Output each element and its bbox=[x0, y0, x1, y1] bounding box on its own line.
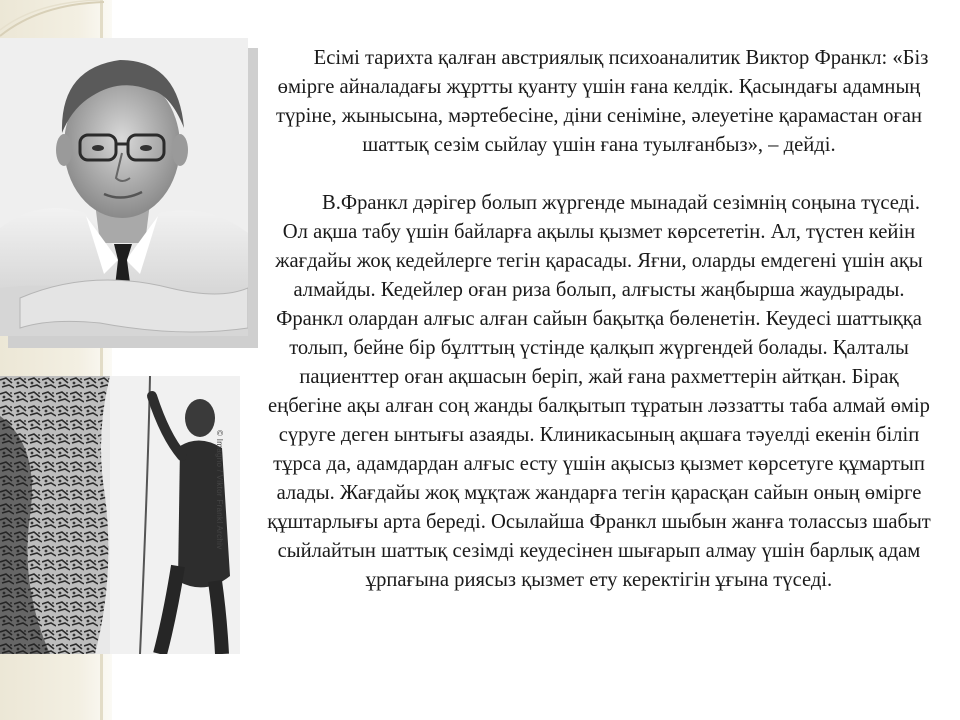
slide-text bbox=[264, 44, 934, 595]
portrait-photo bbox=[0, 38, 248, 336]
paragraph-2-text: В.Франкл дәрігер болып жүргенде мынадай сезімнің соңына түседі. Ол ақша табу үшін байларға ақылы қызмет көрсететін. Ал, түстен кейін жағдайы жоқ кедейлерге тегін қарасады. Яғни, оларды емдегені үшін ақы алмайды. Кедейлер оған риза болып, алғысты жаңбырша жаудырады. Франкл олардан алғыс алған сайын бақытқа бөленетін. Кеудесі шаттыққа толып, бейне бір бұлттың үстінде қалқып жүргендей болады. Қалталы пациенттер оған ақшасын беріп, жай ғана рахметтерін айтқан. Бірақ еңбегіне ақы алған соң жанды балқытып тұратын ләззатты таба алмай өмір сүруге деген ынтығы азаяды. Клиникасының ақшаға тәуелді екенін біліп тұрса да, адамдардан алғыс есту үшін ақысыз қызмет көрсетуге құмартып алады. Жағдайы жоқ мұқтаж жандарға тегін қарасқан сайын оның өмірге құштарлығы арта береді. Осылайша Франкл шыбын жанға толассыз шабыт сыйлайтын шаттық сезімді кеудесінен шығарып алмау үшін барлық адам ұрпағына риясыз қызмет ету керектігін ұғына түседі. bbox=[267, 192, 931, 591]
photo-credit: © Imagno / Viktor Frankl Archiv bbox=[215, 430, 224, 550]
portrait-illustration bbox=[0, 38, 248, 336]
climbing-photo bbox=[0, 376, 240, 654]
paragraph-2 bbox=[264, 189, 934, 595]
paragraph-1-text: Есімі тарихта қалған австриялық психоаналитик Виктор Франкл: «Біз өмірге айналадағы жұртты қуанту үшін ғана келдік. Қасындағы адамның түріне, жынысына, мәртебесіне, діни сеніміне, әлеуетіне қарамастан оған шаттық сезім сыйлау үшін ғана туылғанбыз», – дейді. bbox=[276, 47, 929, 156]
template-corner-arc bbox=[0, 0, 112, 40]
paragraph-1 bbox=[264, 44, 934, 160]
climbing-illustration bbox=[0, 376, 240, 654]
